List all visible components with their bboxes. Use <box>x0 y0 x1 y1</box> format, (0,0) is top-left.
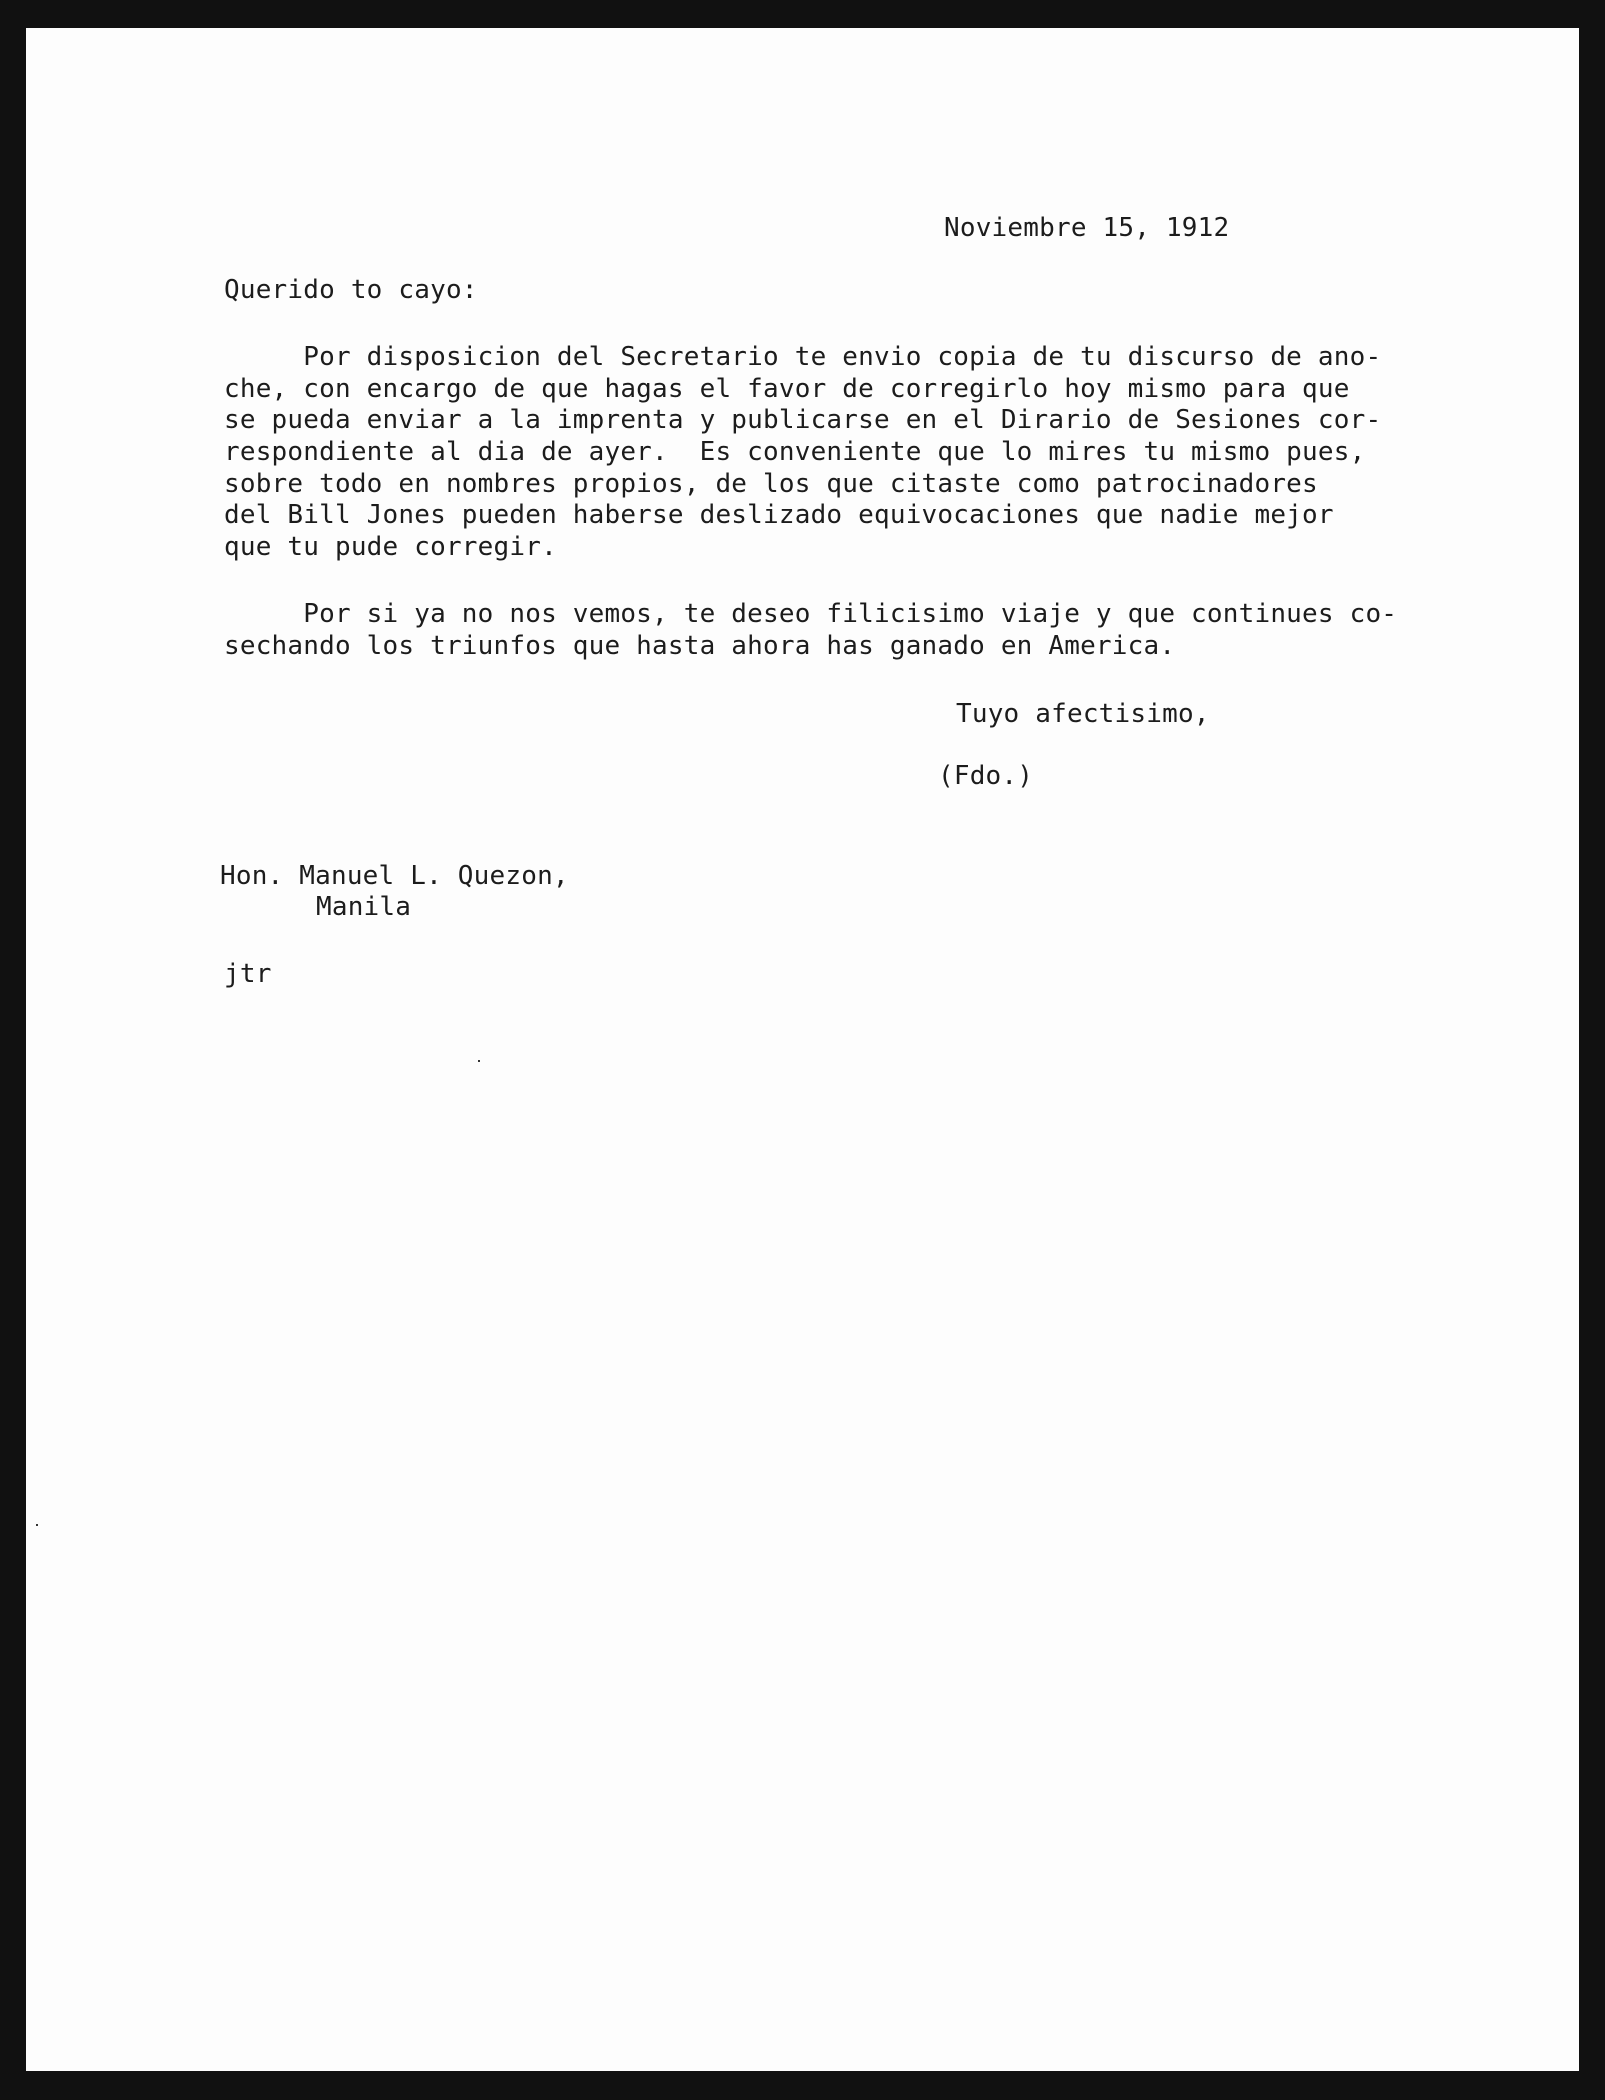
letter-page <box>26 28 1579 2071</box>
body-line: sobre todo en nombres propios, de los que citaste como patrocinadores <box>224 469 1318 499</box>
body-line: que tu pude corregir. <box>224 532 557 562</box>
letter-signature: (Fdo.) <box>938 761 1034 791</box>
body-line: che, con encargo de que hagas el favor de corregirlo hoy mismo para que <box>224 374 1350 404</box>
body-line: Por disposicion del Secretario te envio copia de tu discurso de ano- <box>224 342 1382 372</box>
letter-closing: Tuyo afectisimo, <box>956 699 1210 729</box>
scan-speck <box>478 1060 480 1062</box>
body-line: Por si ya no nos vemos, te deseo filicisimo viaje y que continues co- <box>224 599 1398 629</box>
body-line: se pueda enviar a la imprenta y publicarse en el Dirario de Sesiones cor- <box>224 405 1382 435</box>
letter-salutation: Querido to cayo: <box>224 275 478 305</box>
letter-date: Noviembre 15, 1912 <box>944 213 1230 243</box>
typist-initials: jtr <box>224 959 272 989</box>
body-line: respondiente al dia de ayer. Es conveniente que lo mires tu mismo pues, <box>224 437 1366 467</box>
scan-speck <box>36 1524 38 1526</box>
addressee-city: Manila <box>316 892 412 922</box>
body-line: del Bill Jones pueden haberse deslizado equivocaciones que nadie mejor <box>224 500 1334 530</box>
body-line: sechando los triunfos que hasta ahora has ganado en America. <box>224 631 1176 661</box>
addressee-name: Hon. Manuel L. Quezon, <box>220 861 569 891</box>
